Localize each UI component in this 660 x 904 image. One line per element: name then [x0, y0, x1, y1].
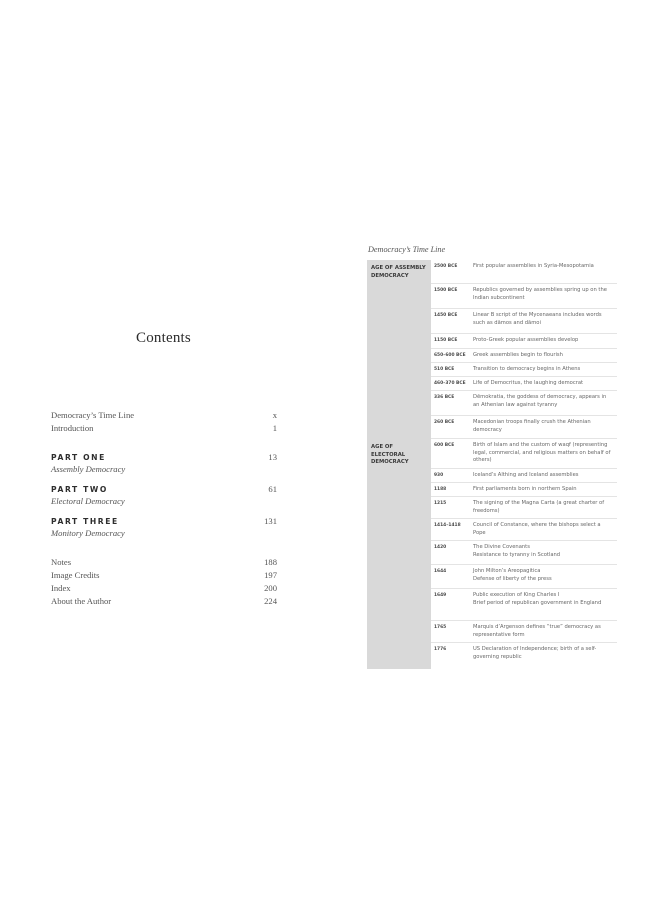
toc-entry-page: 197: [264, 570, 277, 580]
timeline-event: Marquis d’Argenson defines “true” democracy as representative form: [473, 624, 601, 638]
timeline-section: [367, 439, 617, 669]
page-title: Contents: [136, 330, 191, 346]
timeline-date: 930: [434, 473, 444, 478]
timeline-row: [431, 391, 617, 416]
timeline-event: Transition to democracy begins in Athens: [473, 366, 581, 372]
toc-part[interactable]: [51, 484, 277, 506]
part-page: 13: [268, 452, 277, 462]
part-label: PART ONE: [51, 453, 106, 462]
timeline-row: [431, 309, 617, 334]
timeline-date: 1649: [434, 593, 447, 598]
toc-entry-page: 1: [272, 423, 277, 433]
toc-entry-page: 200: [264, 583, 277, 593]
timeline-date: 1215: [434, 501, 447, 506]
timeline-row: [431, 469, 617, 483]
timeline-row: [431, 519, 617, 541]
part-page: 131: [264, 516, 277, 526]
timeline-row: [431, 334, 617, 349]
toc-part[interactable]: [51, 452, 277, 474]
part-page: 61: [268, 484, 277, 494]
timeline-row: [431, 349, 617, 363]
toc-entry-label: Introduction: [51, 423, 94, 433]
timeline-row: [431, 541, 617, 565]
timeline-event: The signing of the Magna Carta (a great charter of freedoms): [473, 500, 605, 514]
timeline-date: 1420: [434, 545, 447, 550]
toc-part[interactable]: [51, 516, 277, 538]
timeline-title: Democracy’s Time Line: [368, 245, 446, 254]
toc-entry-label: Notes: [51, 557, 72, 567]
toc-entry-page: 188: [264, 557, 277, 567]
toc-entry-label: Image Credits: [51, 570, 100, 580]
timeline-date: 260 BCE: [434, 420, 455, 425]
toc-entry-label: About the Author: [51, 596, 112, 606]
part-subtitle: Electoral Democracy: [51, 496, 125, 506]
timeline-row: [431, 363, 617, 377]
timeline-row: [431, 589, 617, 621]
timeline-section: [367, 260, 617, 439]
timeline-row: [431, 565, 617, 589]
timeline-table: [367, 260, 617, 669]
timeline-row: [431, 416, 617, 439]
timeline-date: 1500 BCE: [434, 288, 458, 293]
age-label: AGE OF ASSEMBLY DEMOCRACY: [367, 260, 431, 439]
age-label: AGE OF ELECTORAL DEMOCRACY: [367, 439, 431, 669]
timeline-row: [431, 377, 617, 391]
toc-entry[interactable]: [51, 570, 277, 580]
toc-entry-page: x: [272, 410, 277, 420]
part-subtitle: Assembly Democracy: [51, 464, 126, 474]
timeline-date: 1188: [434, 487, 447, 492]
timeline-date: 1776: [434, 647, 447, 652]
timeline-date: 2500 BCE: [434, 264, 458, 269]
part-subtitle: Monitory Democracy: [51, 528, 125, 538]
timeline-event: First popular assemblies in Syria-Mesopotamia: [473, 263, 594, 269]
toc-entry-label: Index: [51, 583, 71, 593]
part-label: PART THREE: [51, 517, 119, 526]
timeline-event: Public execution of King Charles I Brief period of republican government in England: [473, 592, 602, 606]
toc-entry[interactable]: [51, 423, 277, 433]
toc-entry[interactable]: [51, 410, 277, 420]
timeline-date: 510 BCE: [434, 367, 455, 372]
timeline-event: The Divine Covenants Resistance to tyranny in Scotland: [473, 544, 561, 558]
timeline-date: 1414–1418: [434, 523, 461, 528]
timeline-event: Macedonian troops finally crush the Athenian democracy: [473, 419, 591, 433]
timeline-event: First parliaments born in northern Spain: [473, 486, 577, 492]
timeline-event: Republics governed by assemblies spring up on the Indian subcontinent: [473, 287, 607, 301]
toc-entry[interactable]: [51, 583, 277, 593]
toc-entry[interactable]: [51, 557, 277, 567]
timeline-date: 1150 BCE: [434, 338, 458, 343]
timeline-date: 650–600 BCE: [434, 353, 466, 358]
timeline-row: [431, 284, 617, 309]
timeline-date: 1450 BCE: [434, 313, 458, 318]
part-label: PART TWO: [51, 485, 108, 494]
timeline-row: [431, 483, 617, 497]
toc-entry[interactable]: [51, 596, 277, 606]
timeline-row: [431, 260, 617, 284]
timeline-event: John Milton’s Areopagitica Defense of liberty of the press: [473, 568, 552, 582]
timeline-event: Dēmokratia, the goddess of democracy, appears in an Athenian law against tyranny: [473, 394, 607, 408]
timeline-event: US Declaration of Independence; birth of a self-governing republic: [473, 646, 597, 660]
timeline-event: Linear B script of the Mycenaeans includes words such as dāmos and dāmoi: [473, 312, 602, 326]
timeline-date: 1644: [434, 569, 447, 574]
timeline-event: Council of Constance, where the bishops select a Pope: [473, 522, 601, 536]
timeline-row: [431, 621, 617, 643]
timeline-row: [431, 497, 617, 519]
timeline-event: Birth of Islam and the custom of waqf (representing legal, commercial, and religious matters on behalf of others): [473, 442, 611, 464]
timeline-event: Greek assemblies begin to flourish: [473, 352, 563, 358]
timeline-row: [431, 439, 617, 469]
timeline-date: 600 BCE: [434, 443, 455, 448]
timeline-event: Iceland’s Althing and Iceland assemblies: [473, 472, 579, 478]
timeline-event: Life of Democritus, the laughing democrat: [473, 380, 584, 386]
timeline-date: 336 BCE: [434, 395, 455, 400]
timeline-date: 460–370 BCE: [434, 381, 466, 386]
timeline-page: [330, 0, 660, 904]
timeline-date: 1765: [434, 625, 447, 630]
toc-entry-label: Democracy’s Time Line: [51, 410, 135, 420]
timeline-row: [431, 643, 617, 669]
timeline-event: Proto-Greek popular assemblies develop: [473, 337, 579, 343]
toc-entry-page: 224: [264, 596, 277, 606]
